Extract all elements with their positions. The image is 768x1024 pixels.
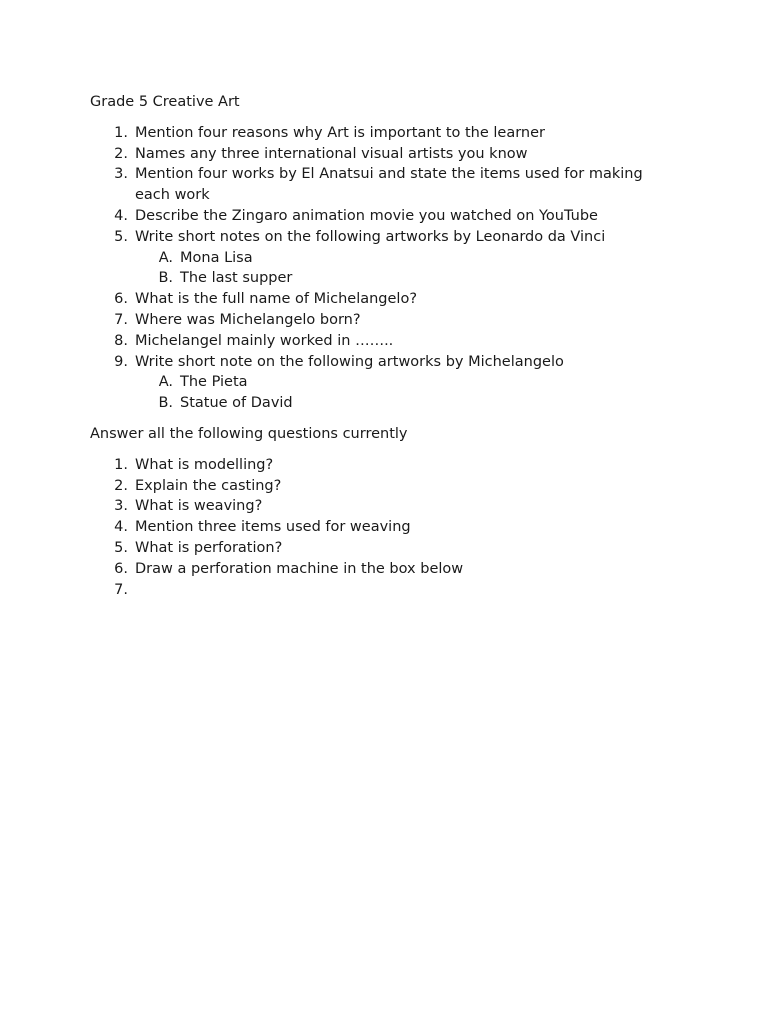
list-item bbox=[90, 517, 678, 538]
item-text: Mention three items used for weaving bbox=[135, 519, 411, 536]
item-number: 2. bbox=[114, 145, 128, 162]
item-number: 4. bbox=[114, 207, 128, 224]
list-item bbox=[90, 455, 678, 476]
item-number: 3. bbox=[114, 166, 128, 183]
item-text: Explain the casting? bbox=[135, 477, 282, 494]
item-text: Write short note on the following artworks by Michelangelo bbox=[135, 353, 564, 370]
list-item bbox=[90, 144, 678, 165]
document-title: Grade 5 Creative Art bbox=[90, 94, 240, 110]
sub-item-text: Statue of David bbox=[180, 395, 293, 412]
list-item bbox=[90, 310, 678, 331]
list-item bbox=[90, 123, 678, 144]
item-number: 5. bbox=[114, 539, 128, 556]
list-item bbox=[90, 496, 678, 517]
sub-list-item bbox=[135, 248, 678, 269]
item-number: 3. bbox=[114, 498, 128, 515]
list-item bbox=[90, 227, 678, 289]
item-text: Michelangel mainly worked in …….. bbox=[135, 332, 394, 349]
list-item bbox=[90, 476, 678, 497]
list-item bbox=[90, 164, 678, 206]
sub-list bbox=[135, 248, 678, 290]
sub-item-letter: A. bbox=[158, 374, 173, 391]
sub-list-item bbox=[135, 393, 678, 414]
sub-list-item bbox=[135, 372, 678, 393]
sub-list bbox=[135, 372, 678, 414]
item-number: 7. bbox=[114, 581, 128, 598]
list-item bbox=[90, 538, 678, 559]
item-text: What is the full name of Michelangelo? bbox=[135, 291, 418, 308]
section-heading: Answer all the following questions currently bbox=[90, 425, 408, 442]
item-number: 5. bbox=[114, 228, 128, 245]
item-text: What is weaving? bbox=[135, 498, 263, 515]
item-text: What is perforation? bbox=[135, 539, 283, 556]
item-number: 2. bbox=[114, 477, 128, 494]
item-text: Draw a perforation machine in the box below bbox=[135, 560, 464, 577]
item-number: 6. bbox=[114, 291, 128, 308]
list-item bbox=[90, 352, 678, 414]
list-item bbox=[90, 331, 678, 352]
sub-item-letter: B. bbox=[158, 395, 173, 412]
item-text: Where was Michelangelo born? bbox=[135, 311, 361, 328]
item-text: Mention four reasons why Art is important to the learner bbox=[135, 124, 546, 141]
item-number: 4. bbox=[114, 519, 128, 536]
item-text: Names any three international visual artists you know bbox=[135, 145, 528, 162]
list-item bbox=[90, 559, 678, 580]
item-number: 1. bbox=[114, 456, 128, 473]
sub-item-letter: A. bbox=[158, 249, 173, 266]
sub-item-text: The last supper bbox=[180, 270, 293, 287]
item-text: What is modelling? bbox=[135, 456, 274, 473]
item-text: Describe the Zingaro animation movie you watched on YouTube bbox=[135, 207, 598, 224]
item-text: Write short notes on the following artworks by Leonardo da Vinci bbox=[135, 228, 606, 245]
item-number: 6. bbox=[114, 560, 128, 577]
sub-item-text: The Pieta bbox=[180, 374, 248, 391]
list-item bbox=[90, 289, 678, 310]
item-number: 1. bbox=[114, 124, 128, 141]
question-list-1 bbox=[90, 123, 678, 414]
item-number: 7. bbox=[114, 311, 128, 328]
sub-item-text: Mona Lisa bbox=[180, 249, 253, 266]
list-item bbox=[90, 206, 678, 227]
item-text: Mention four works by El Anatsui and state the items used for making each work bbox=[135, 166, 643, 204]
item-number: 9. bbox=[114, 353, 128, 370]
item-number: 8. bbox=[114, 332, 128, 349]
sub-list-item bbox=[135, 268, 678, 289]
sub-item-letter: B. bbox=[158, 270, 173, 287]
question-list-2 bbox=[90, 455, 678, 598]
